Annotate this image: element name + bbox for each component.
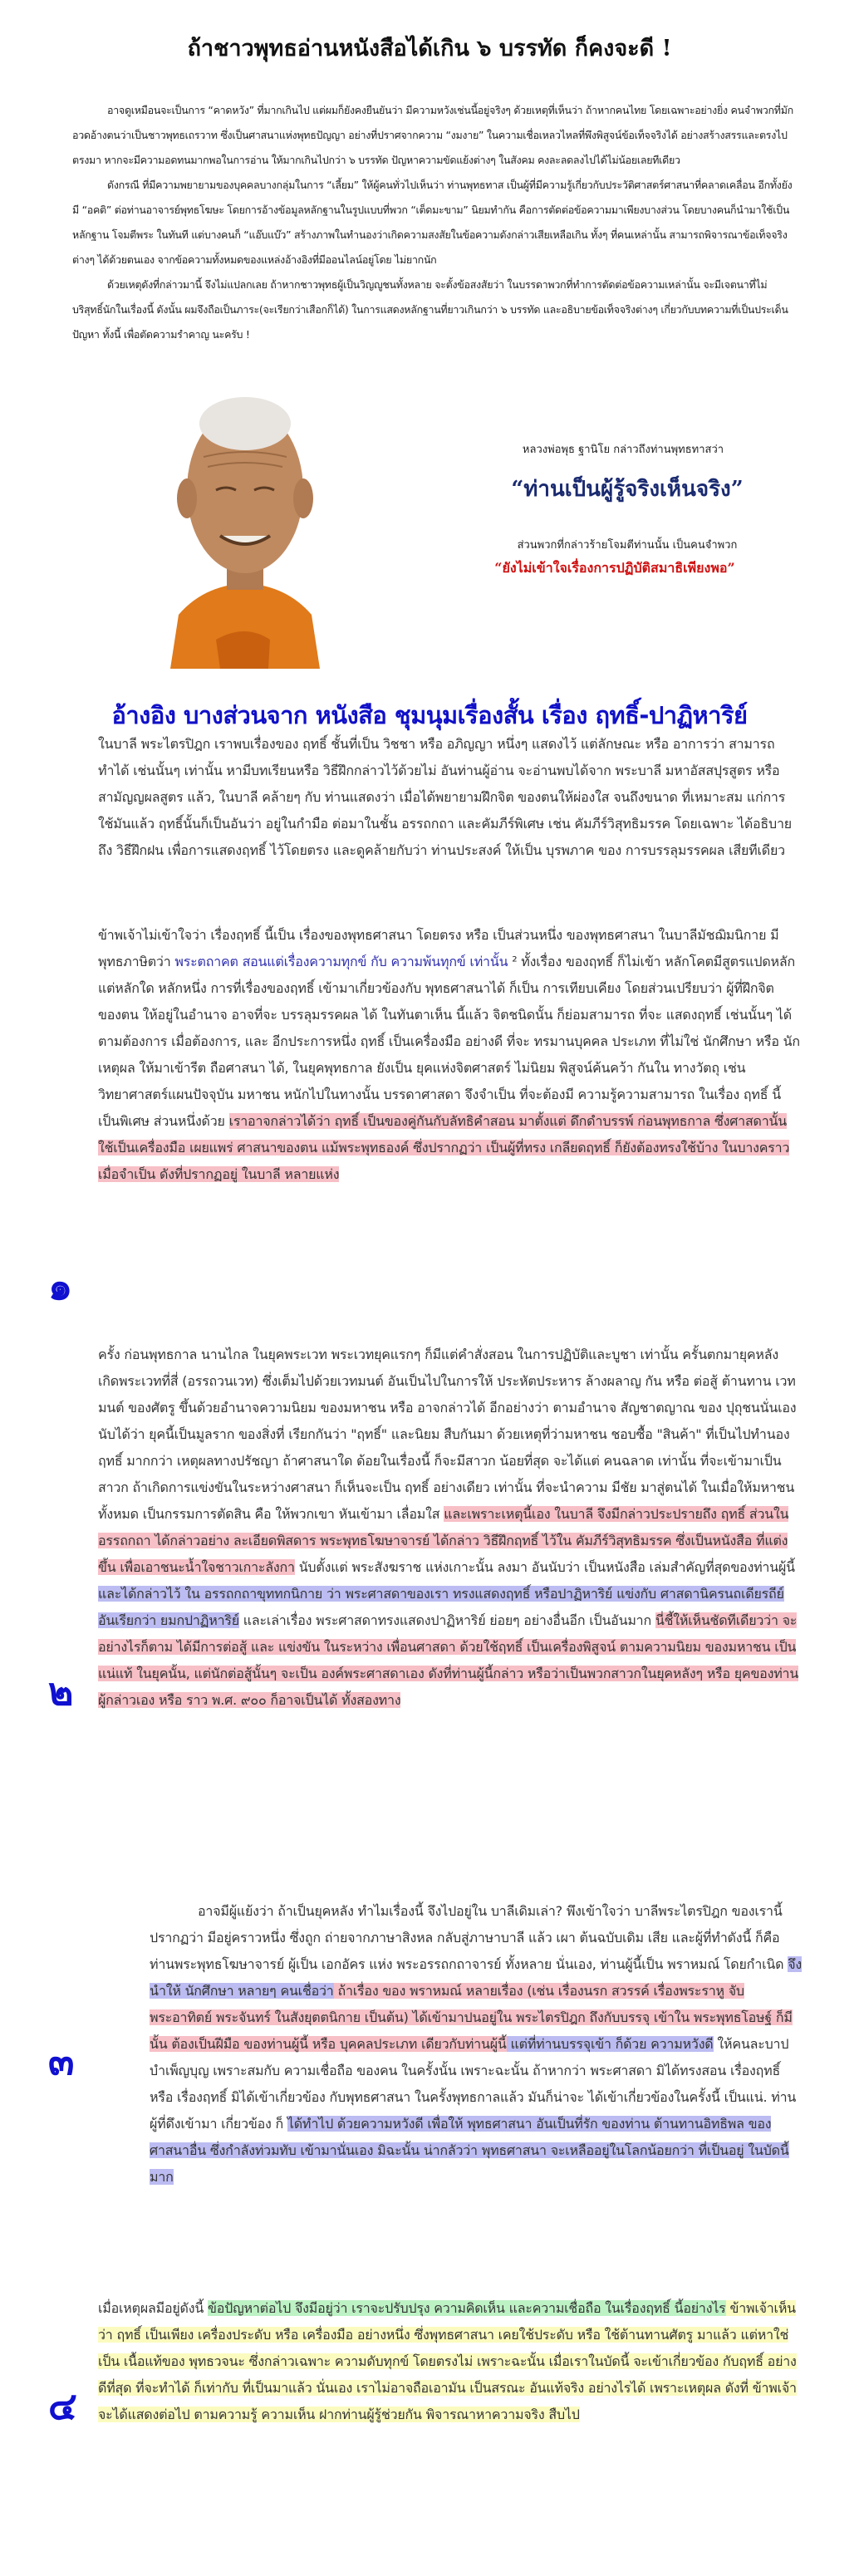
feature-quote-2: “ยังไม่เข้าใจเรื่องการปฏิบัติสมาธิเพียงพอ” [494, 560, 735, 576]
feature-quote: “ท่านเป็นผู้รู้จริงเห็นจริง” [511, 477, 744, 502]
highlighted-text-yellow: ข้าพเจ้าเห็นว่า ฤทธิ์ เป็นเพียง เครื่องประดับ หรือ เครื่องมือ อย่างหนึ่ง ซึ่งพุทธศาสนา เคยใช้ประดับ หรือ ใช้ต้านทานศัตรู มาแล้ว แต่หาใช่เป็น เนื้อแท้ของ พุทธวจนะ ซึ่งกล่าวเฉพาะ ความดับทุกข์ โดยตรงไม่ เพราะฉะนั้น เมื่อเราในบัดนี้ จะเข้าเกี่ยวข้อง กับฤทธิ์ อย่างดีที่สุด ที่จะทำได้ ก็เท่ากับ ที่เป็นมาแล้ว นั่นเอง เราไม่อาจถือเอามัน เป็นสรณะ อันแท้จริง อย่างไรได้ เพราะเหตุผล ดังที่ ข้าพเจ้า จะได้แสดงต่อไป ตามความรู้ ความเห็น ฝากท่านผู้รู้ช่วยกัน พิจารณาหาความจริง สืบไป [98, 2300, 797, 2422]
section-numeral-2: ๒ [48, 1669, 74, 1714]
page-title: ถ้าชาวพุทธอ่านหนังสือได้เกิน ๖ บรรทัด ก็คงจะดี ! [187, 36, 672, 61]
highlighted-text-blue: และได้กล่าวไว้ ใน อรรถกถาขุททกนิกาย ว่า พระศาสดาของเรา ทรงแสดงฤทธิ์ หรือปาฏิหาริย์ แข่งกับ ศาสดานิครนถเดียรถีย์ อันเรียกว่า ยมกปาฏิหาริย์ [98, 1586, 784, 1628]
text-segment: ข้าพเจ้าไม่เข้าใจว่า เรื่องฤทธิ์ นี้เป็น เรื่องของพุทธศาสนา โดยตรง หรือ เป็นส่วนหนึ่ง ของพุทธศาสนา ในบาลีมัชฌิมนิกาย มีพุทธภาษิตว่า [98, 927, 779, 969]
quote-link[interactable]: พระตถาคต สอนแต่เรื่องความทุกข์ กับ ความพ้นทุกข์ เท่านั้น [174, 954, 508, 969]
highlighted-text-blue: ได้ทำไป ด้วยความหวังดี เพื่อให้ พุทธศาสนา อันเป็นที่รัก ของท่าน ต้านทานอิทธิพล ของศาสนาอื่น ซึ่งกำลังท่วมทับ เข้ามานั่นเอง มิฉะนั้น น่ากลัวว่า พุทธศาสนา จะเหลืออยู่ในโลกน้อยกว่า ที่เป็นอยู่ ในบัดนี้มาก [150, 2116, 789, 2185]
text-segment: ครั้ง ก่อนพุทธกาล นานไกล ในยุคพระเวท พระเวทยุคแรกๆ ก็มีแต่คำสั่งสอน ในการปฏิบัติและบูชา เท่านั้น ครั้นตกมายุคหลัง เกิดพระเวทที่สี่ (อรรถวนเวท) ซึ่งเต็มไปด้วยเวทมนต์ อันเป็นไปในการให้ ประหัตประหาร ล้างผลาญ กัน หรือ ต่อสู้ ต้านทาน เวทมนต์ ของศัตรู ขึ้นด้วยอำนาจความนิยม ของมหาชน หรือ อาจกล่าวได้ อีกอย่างว่า ตามอำนาจ สัญชาตญาณ ของ ปุถุชนนั่นเอง นับได้ว่า ยุคนี้เป็นมูลราก ของสิ่งที่ เรียกกันว่า "ฤทธิ์" และนิยม สืบกันมา ด้วยเหตุที่ว่ามหาชน ชอบซื้อ "สินค้า" ที่เป็นไปทำนองฤทธิ์ มากกว่า เหตุผลทางปรัชญา ถ้าศาสนาใด ด้อยในเรื่องนี้ ก็จะมีสาวก น้อยที่สุด จะได้แต่ คนฉลาด เท่านั้น ที่จะเข้ามาเป็นสาวก ถ้าเกิดการแข่งขันในระหว่างศาสนา ก็เห็นจะเป็น ฤทธิ์ อย่างเดียว เท่านั้น ที่จะนำความ มีชัย มาสู่ตนได้ ในเมื่อให้มหาชนทั้งหมด เป็นกรรมการตัดสิน คือ ให้พวกเขา หันเข้ามา เลื่อมใส [98, 1347, 797, 1522]
paragraph-text [150, 1898, 802, 2191]
paragraph-text [98, 922, 800, 1188]
body-paragraph-5 [98, 2295, 800, 2428]
text-segment: และเล่าเรื่อง พระศาสดาทรงแสดงปาฏิหาริย์ ย่อยๆ อย่างอื่นอีก เป็นอันมาก [238, 1612, 655, 1628]
text-segment: ให้คนละบาปบำเพ็ญบุญ เพราะสมกับ ความเชื่อถือ ของคน ในครั้งนั้น เพราะฉะนั้น ถ้าหากว่า พระศาสดา มิได้ทรงสอน เรื่องฤทธิ์ หรือ เรื่องฤทธิ์ มิได้เข้าเกี่ยวข้อง กับพุทธศาสนา ในครั้งพุทธกาลแล้ว มันก็น่าจะ ได้เข้าเกี่ยวข้องในครั้งนี้ เป็นแน่. ท่านผู้ที่ดึงเข้ามา เกี่ยวข้อง ก็ [150, 2036, 797, 2132]
text-segment: เมื่อเหตุผลมีอยู่ดังนี้ [98, 2300, 208, 2316]
body-paragraph-1 [98, 731, 800, 864]
highlighted-text-pink: เราอาจกล่าวได้ว่า ฤทธิ์ เป็นของคู่กันกับลัทธิคำสอน มาตั้งแต่ ดึกดำบรรพ์ ก่อนพุทธกาล ซึ่งศาสดานั้น ใช้เป็นเครื่องมือ เผยแพร่ ศาสนาของตน แม้พระพุทธองค์ ซึ่งปรากฏว่า เป็นผู้ที่ทรง เกลียดฤทธิ์ ก็ยังต้องทรงใช้บ้าง ในบางคราว เมื่อจำเป็น ดังที่ปรากฏอยู่ ในบาลี หลายแห่ง [98, 1113, 790, 1182]
highlighted-text-pink: ถ้าเรื่อง ของ พราหมณ์ หลายเรื่อง (เช่น เรื่องนรก สวรรค์ เรื่องพระราหู จับพระอาทิตย์ พระจันทร์ ในสังยุตตนิกาย เป็นต้น) ได้เข้ามาปนอยู่ใน พระไตรปิฎก ถึงกับบรรจุ เข้าใน พระพุทธโอษฐ์ ก็มีนั้น ต้องเป็นฝีมือ ของท่านผู้นี้ หรือ บุคคลประเภท เดียวกับท่านผู้นี้ [150, 1983, 793, 2052]
body-paragraph-4 [150, 1898, 802, 2191]
highlighted-text-blue: จึงนำให้ นักศึกษา หลายๆ คนเชื่อว่า [150, 1956, 802, 1999]
paragraph-text [98, 2295, 800, 2428]
highlighted-text-green: ข้อปัญหาต่อไป จึงมีอยู่ว่า เราจะปรับปรุง ความคิดเห็น และความเชื่อถือ ในเรื่องฤทธิ์ นี้อย่างไร [207, 2300, 726, 2316]
text-segment: นับตั้งแต่ พระสังฆราช แห่งเกาะนั้น ลงมา อันนับว่า เป็นหนังสือ เล่มสำคัญที่สุดของท่านผู้นี้ [294, 1559, 795, 1575]
body-paragraph-2 [98, 922, 800, 1188]
text-segment: ² ทั้งเรื่อง ของฤทธิ์ ก็ไม่เข้า หลักโคตมีสูตรแปดหลัก แต่หลักใด หลักหนึ่ง การที่เรื่องของฤทธิ์ เข้ามาเกี่ยวข้องกับ พุทธศาสนาได้ ก็เป็น การเทียบเคียง โดยส่วนเปรียบว่า ผู้ที่ฝึกจิต ของตน ให้อยู่ในอำนาจ อาจที่จะ บรรลุมรรคผล ได้ ในทันตาเห็น นี้แล้ว จิตชนิดนั้น ก็ย่อมสามารถ ที่จะ แสดงฤทธิ์ เช่นนั้นๆ ได้ ตามต้องการ เมื่อต้องการ, และ อีกประการหนึ่ง ฤทธิ์ เป็นเครื่องมือ อย่างดี ที่จะ ทรมานบุคคล ประเภท ที่ไม่ใช่ นักศึกษา หรือ นักเหตุผล ให้มาเข้ารีต ถือศาสนา ได้, ในยุคพุทธกาล ยังเป็น ยุคแห่งจิตศาสตร์ ไม่นิยม พิสูจน์ค้นคว้า กันใน ทางวัตถุ เช่น วิทยาศาสตร์แผนปัจจุบัน มหาชน หนักไปในทางนั้น บรรดาศาสดา จึงจำเป็น ที่จะต้องมี ความรู้ความสามารถ ในเรื่อง ฤทธิ์ นี้เป็นพิเศษ ส่วนหนึ่งด้วย [98, 954, 800, 1129]
feature-caption-2: ส่วนพวกที่กล่าวร้ายโจมตีท่านนั้น เป็นคนจำพวก [517, 539, 738, 552]
section-numeral-1: ๑ [48, 1263, 73, 1308]
highlighted-text-blue: แต่ที่ท่านบรรจุเข้า ก็ด้วย ความหวังดี [506, 2036, 714, 2052]
intro-paragraph: อาจดูเหมือนจะเป็นการ “คาดหวัง” ที่มากเกินไป แต่ผมก็ยังคงยืนยันว่า มีความหวังเช่นนี้อยู่จริงๆ ด้วยเหตุที่เห็นว่า ถ้าหากคนไทย โดยเฉพาะอย่างยิ่ง คนจำพวกที่มักอวดอ้างตนว่าเป็นชาวพุทธเถรวาท ซึ่งเป็นศาสนาแห่งพุทธปัญญา อย่างที่ปราศจากความ “งมงาย” ในความเชื่อเหลวไหลที่พึงพิสูจน์ข้อเท็จจริงได้ อย่างสร้างสรรและตรงไปตรงมา หากจะมีความอดทนมากพอในการอ่าน ให้มากเกินไปกว่า ๖ บรรทัด ปัญหาความขัดแย้งต่างๆ ในสังคม คงละลดลงไปได้ไม่น้อยเลยทีเดียว [72, 104, 793, 166]
paragraph-text [98, 731, 800, 864]
paragraph-text [98, 1342, 800, 1714]
text-segment: อาจมีผู้แย้งว่า ถ้าเป็นยุคหลัง ทำไมเรื่องนี้ จึงไปอยู่ใน บาลีเดิมเล่า? พึงเข้าใจว่า บาลีพระไตรปิฎก ของเรานี้ ปรากฏว่า มีอยู่คราวหนึ่ง ซึ่งถูก ถ่ายจากภาษาสิงหล กลับสู่ภาษาบาลี แล้ว เผา ต้นฉบับเดิม เสีย และผู้ที่ทำดังนี้ ก็คือ ท่านพระพุทธโฆษาจารย์ ผู้เป็น เอกอัคร แห่ง พระอรรถกถาจารย์ ทั้งหลาย นั่นเอง, ท่านผู้นี้เป็น พราหมณ์ โดยกำเนิด [150, 1903, 788, 1972]
text-segment: ในบาลี พระไตรปิฎก เราพบเรื่องของ ฤทธิ์ ชั้นที่เป็น วิชชา หรือ อภิญญา หนึ่งๆ แสดงไว้ แต่ลักษณะ หรือ อาการว่า สามารถทำได้ เช่นนั้นๆ เท่านั้น หามีบทเรียนหรือ วิธีฝึกกล่าวไว้ด้วยไม่ อันท่านผู้อ่าน จะอ่านพบได้จาก พระบาลี มหาอัสสปุรสูตร หรือ สามัญญผลสูตร แล้ว, ในบาลี คล้ายๆ กับ ท่านแสดงว่า เมื่อได้พยายามฝึกจิต ของตนให้ผ่องใส จนถึงขนาด ที่เหมาะสม แก่การใช้มันแล้ว ฤทธิ์นั้นก็เป็นอันว่า อยู่ในกำมือ ต่อมาในชั้น อรรถกถา และคัมภีร์พิเศษ เช่น คัมภีร์วิสุทธิมรรค โดยเฉพาะ ได้อธิบายถึง วิธีฝึกฝน เพื่อการแสดงฤทธิ์ ไว้โดยตรง และดูคล้ายกับว่า ท่านประสงค์ ให้เป็น บุรพภาค ของ การบรรลุมรรคผล เสียทีเดียว [98, 736, 792, 858]
intro-paragraph: ดังกรณี ที่มีความพยายามของบุคคลบางกลุ่มในการ “เลี้ยม” ให้ผู้คนทั่วไปเห็นว่า ท่านพุทธทาส เป็นผู้ที่มีความรู้เกี่ยวกับประวัติศาสตร์ศาสนาที่คลาดเคลื่อน อีกทั้งยังมี “อคติ” ต่อท่านอาจารย์พุทธโฆษะ โดยการอ้างข้อมูลหลักฐานในรูปแบบที่พวก “เต็ดมะขาม” นิยมทำกัน คือการตัดต่อข้อความมาเพียงบางส่วน โดยบางคนก็นำมาใช้เป็นหลักฐาน โจมตีพระ ในทันที แต่บางคนก็ “แอ๊บแบ๊ว” สร้างภาพในทำนองว่าเกิดความสงสัยในข้อความดังกล่าวเสียเหลือเกิน ทั้งๆ ที่คนเหล่านั้น สามารถพิจารณาข้อเท็จจริงต่างๆ ได้ด้วยตนเอง จากข้อความทั้งหมดของแหล่งอ้างอิงที่มีออนไลน์อยู่โดย ไม่ยากนัก [72, 179, 793, 266]
highlighted-text-pink: และเพราะเหตุนี้เอง ในบาลี จึงมีกล่าวประปรายถึง ฤทธิ์ ส่วนในอรรถกถา ได้กล่าวอย่าง ละเอียดพิสดาร พระพุทธโฆษาจารย์ ได้กล่าว วิธีฝึกฤทธิ์ ไว้ใน คัมภีร์วิสุทธิมรรค ซึ่งเป็นหนังสือ ที่แต่งขึ้น เพื่อเอาชนะน้ำใจชาวเกาะลังกา [98, 1506, 789, 1575]
feature-caption: หลวงพ่อพุธ ฐานิโย กล่าวถึงท่านพุทธทาสว่า [522, 444, 724, 456]
section-numeral-3: ๓ [48, 2039, 75, 2083]
body-paragraph-3 [98, 1342, 800, 1714]
highlighted-text-pink: นี่ชี้ให้เห็นชัดทีเดียวว่า จะอย่างไรก็ตาม ได้มีการต่อสู้ และ แข่งขัน ในระหว่าง เพื่อนศาสดา ด้วยใช้ฤทธิ์ เป็นเครื่องพิสูจน์ ตามความนิยม ของมหาชน เป็นแน่แท้ ในยุคนั้น, แต่นักต่อสู้นั้นๆ จะเป็น องค์พระศาสดาเอง ดังที่ท่านผู้นี้กล่าว หรือว่าเป็นพวกสาวกในยุคหลังๆ หรือ ยุคของท่านผู้กล่าวเอง หรือ ราว พ.ศ. ๙๐๐ ก็อาจเป็นได้ ทั้งสองทาง [98, 1612, 799, 1708]
intro-paragraph: ด้วยเหตุดังที่กล่าวมานี้ จึงไม่แปลกเลย ถ้าหากชาวพุทธผู้เป็นวิญญูชนทั้งหลาย จะตั้งข้อสงสัยว่า ในบรรดาพวกที่ทำการตัดต่อข้อความเหล่านั้น จะมีเจตนาที่ไม่บริสุทธิ์นักในเรื่องนี้ ดังนั้น ผมจึงถือเป็นภาระ(จะเรียกว่าเสือกก็ได้) ในการแสดงหลักฐานที่ยาวเกินกว่า ๖ บรรทัด และอธิบายข้อเท็จจริงต่างๆ เกี่ยวกับบทความที่เป็นประเด็นปัญหา ทั้งนี้ เพื่อตัดความรำคาญ นะครับ ! [72, 278, 788, 341]
monk-portrait [170, 390, 320, 669]
section-numeral-4: ๔ [48, 2383, 77, 2428]
intro-section [72, 98, 795, 347]
section-heading: อ้างอิง บางส่วนจาก หนังสือ ชุมนุมเรื่องสั้น เรื่อง ฤทธิ์-ปาฏิหาริย์ [111, 701, 748, 729]
